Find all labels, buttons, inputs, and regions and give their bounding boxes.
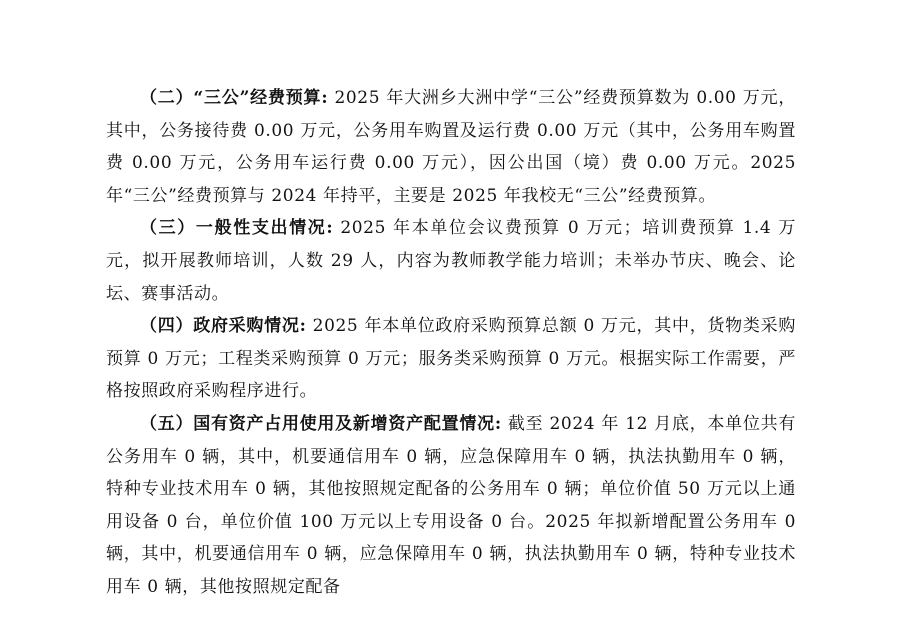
section-heading: （三）一般性支出情况: xyxy=(140,218,334,239)
document-page xyxy=(106,82,796,604)
section-heading: （二）“三公”经费预算: xyxy=(140,88,329,108)
section-body: 2025 年本单位会议费预算 0 万元；培训费预算 1.4 万元，拟开展教师培训，人数 29 人，内容为教师教学能力培训；未举办节庆、晚会、论坛、赛事活动。 xyxy=(106,218,796,304)
section-body: 截至 2024 年 12 月底，本单位共有公务用车 0 辆，其中，机要通信用车 0 辆，应急保障用车 0 辆，执法执勤用车 0 辆，特种专业技术用车 0 辆，其他按照规定配备的公务用车 0 辆；单位价值 50 万元以上通用设备 0 台，单位价值 100 万元以上专用设备 0 台。2025 年拟新增配置公务用车 0 辆，其中，机要通信用车 0 辆，应急保障用车 0 辆，执法执勤用车 0 辆，特种专业技术用车 0 辆，其他按照规定配备 xyxy=(106,413,796,597)
section-body: 2025 年大洲乡大洲中学“三公”经费预算数为 0.00 万元，其中，公务接待费 0.00 万元，公务用车购置及运行费 0.00 万元（其中，公务用车购置费 0.00 万元，公务用车运行费 0.00 万元），因公出国（境）费 0.00 万元。2025 年“三公”经费预算与 2024 年持平，主要是 2025 年我校无“三公”经费预算。 xyxy=(106,88,796,206)
section-body: 2025 年本单位政府采购预算总额 0 万元，其中，货物类采购预算 0 万元；工程类采购预算 0 万元；服务类采购预算 0 万元。根据实际工作需要，严格按照政府采购程序进行。 xyxy=(106,316,796,402)
section-government-procurement xyxy=(106,310,796,408)
section-san-gong-budget xyxy=(106,82,796,212)
section-general-expenditure xyxy=(106,212,796,310)
section-heading: （五）国有资产占用使用及新增资产配置情况: xyxy=(140,413,502,434)
section-heading: （四）政府采购情况: xyxy=(140,316,307,337)
section-state-assets xyxy=(106,408,796,604)
